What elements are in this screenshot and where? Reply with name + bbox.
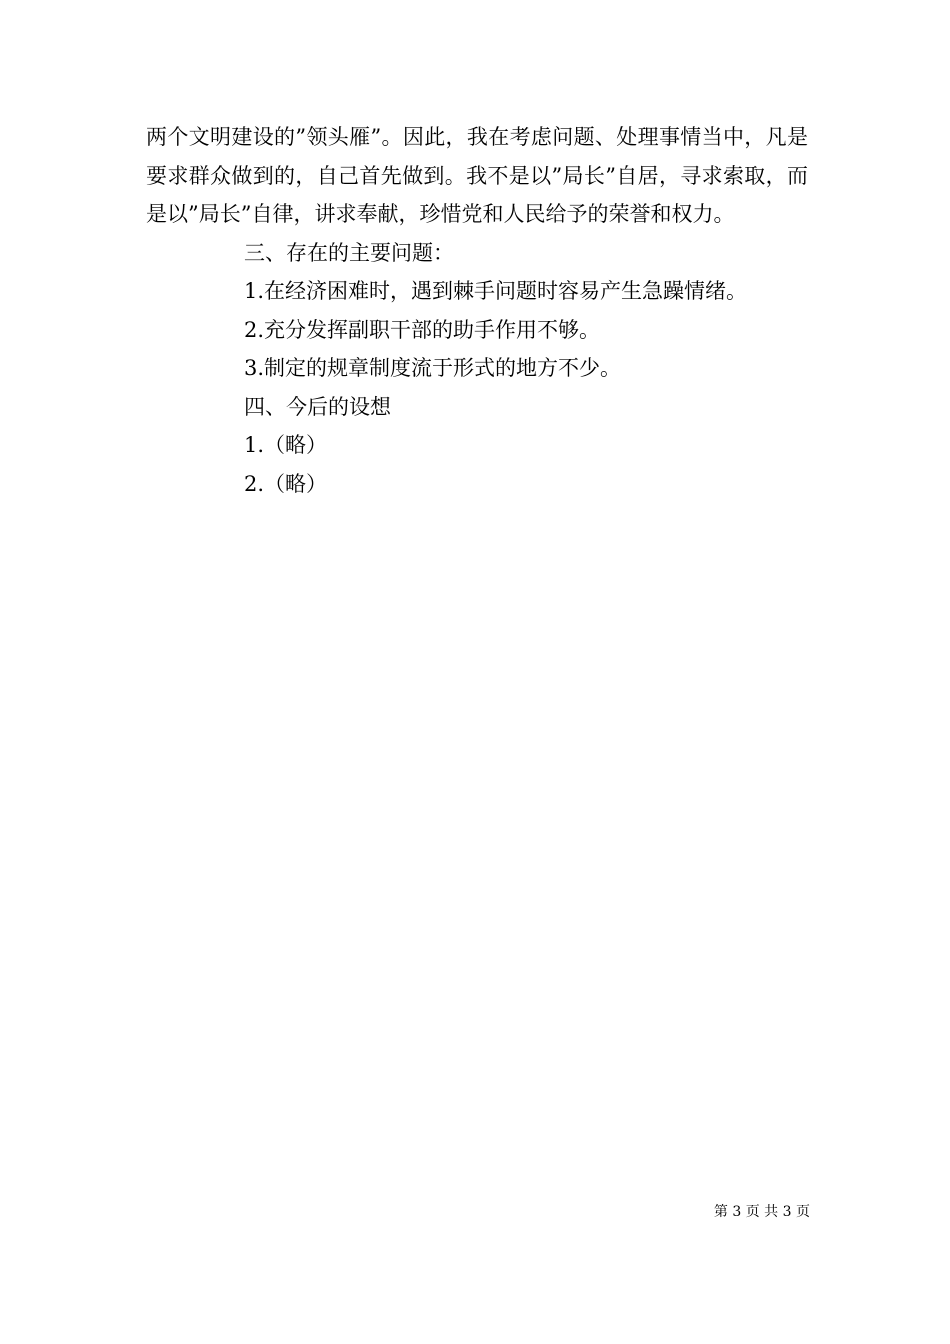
list-item: 1.（略） xyxy=(244,433,328,457)
document-body xyxy=(146,118,808,503)
paragraph-continuation: 两个文明建设的”领头雁”。因此，我在考虑问题、处理事情当中，凡是要求群众做到的，自己首先做到。我不是以”局长”自居，寻求索取，而是以”局长”自律，讲求奉献，珍惜党和人民给予的荣誉和权力。 xyxy=(146,125,808,226)
list-item: 1.在经济困难时，遇到棘手问题时容易产生急躁情绪。 xyxy=(244,279,748,303)
section-heading-problems: 三、存在的主要问题： xyxy=(244,240,454,265)
list-item: 2.充分发挥副职干部的助手作用不够。 xyxy=(244,317,601,342)
page-number-footer: 第 3 页 共 3 页 xyxy=(713,1204,810,1220)
list-item: 2.（略） xyxy=(244,471,328,496)
list-item: 3.制定的规章制度流于形式的地方不少。 xyxy=(244,356,622,380)
section-heading-plans: 四、今后的设想 xyxy=(244,394,391,419)
